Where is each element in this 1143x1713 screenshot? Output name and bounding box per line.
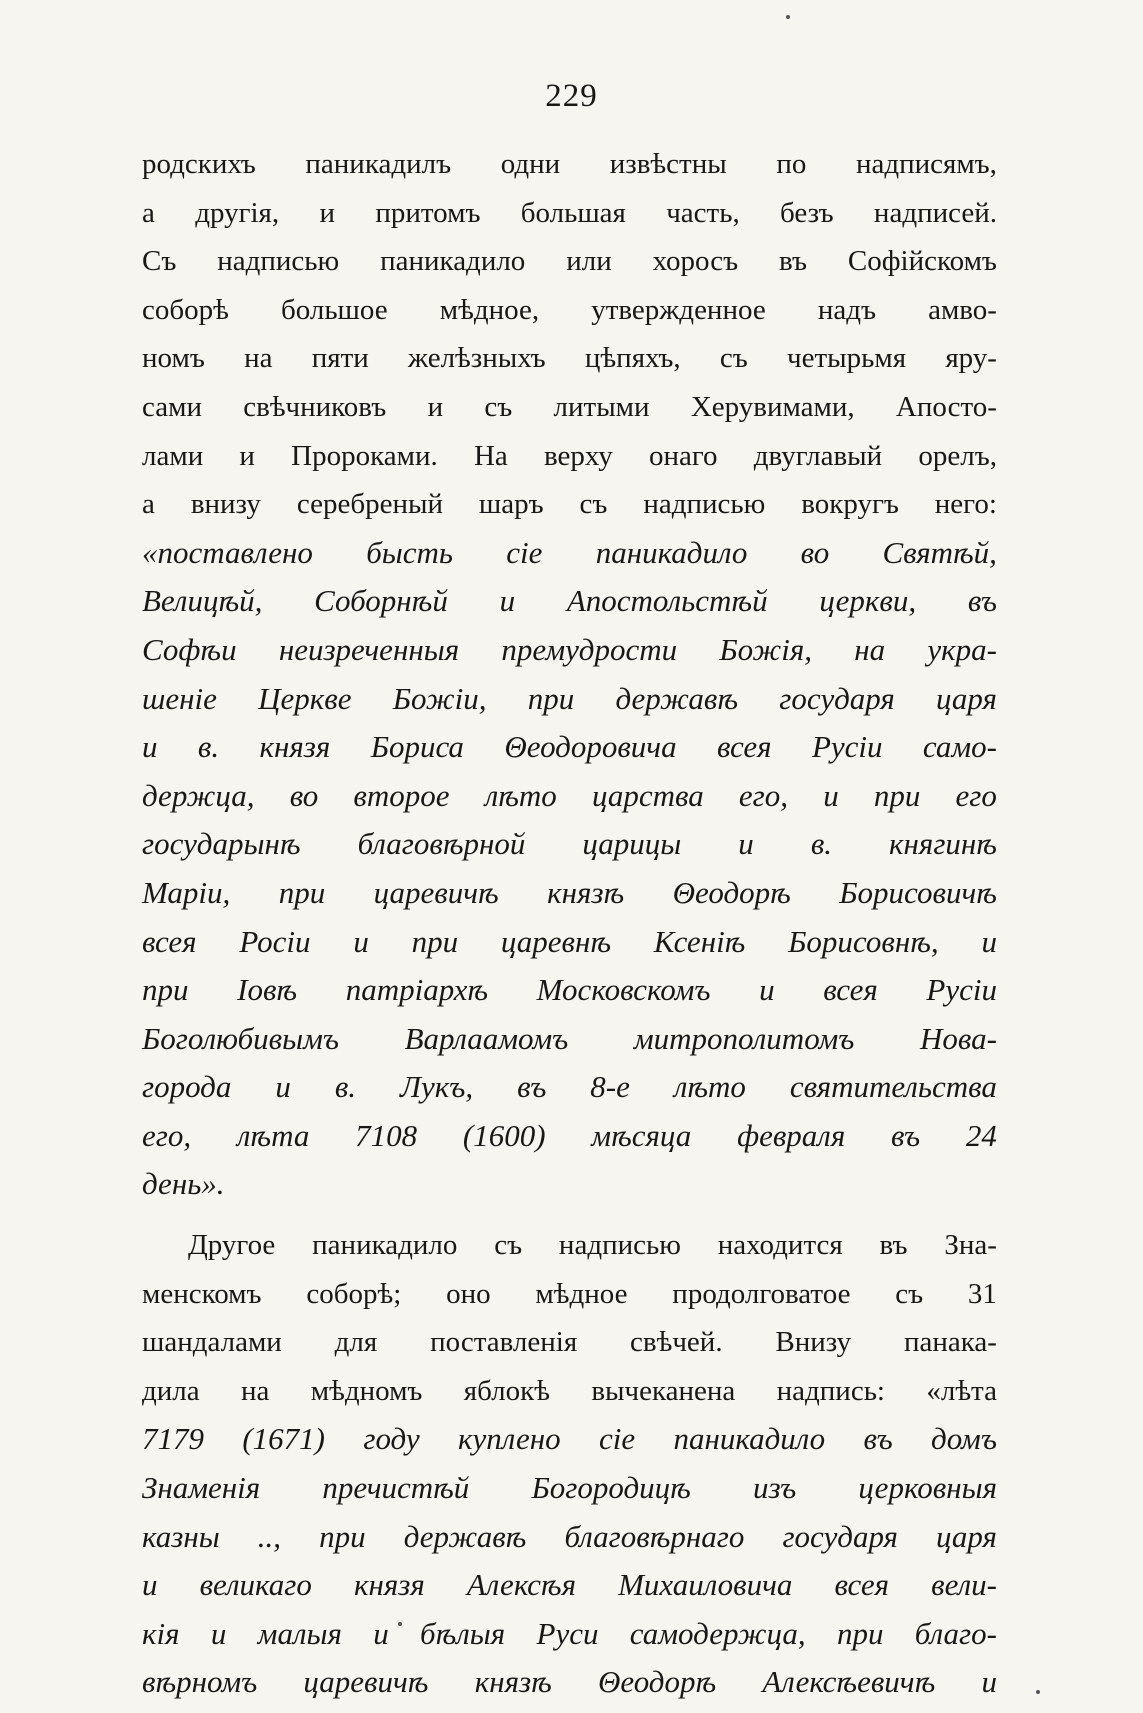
word: Борисовичѣ <box>839 874 997 910</box>
text-line <box>142 189 997 238</box>
word: Внизу <box>775 1326 852 1359</box>
text-line <box>142 383 997 432</box>
text-line <box>142 1415 997 1464</box>
text-line <box>142 675 997 724</box>
word: Θеодорѣ <box>597 1664 717 1700</box>
word: государынѣ <box>142 826 301 862</box>
word: Другое <box>188 1229 276 1262</box>
word: митрополитомъ <box>633 1020 855 1056</box>
word: второе <box>353 777 450 813</box>
word: великаго <box>199 1567 312 1603</box>
word: при <box>142 972 189 1008</box>
word: другія, <box>195 196 280 229</box>
word: казны <box>142 1518 220 1554</box>
word: державѣ <box>403 1518 527 1554</box>
word: 7108 <box>355 1117 418 1153</box>
text-line <box>142 577 997 626</box>
word: при <box>873 777 921 813</box>
word: Русіи <box>811 729 883 765</box>
word: и <box>981 923 997 959</box>
word: съ <box>895 1277 924 1310</box>
word: и <box>981 1664 997 1700</box>
word: оно <box>446 1277 491 1310</box>
word: вѣрномъ <box>142 1664 258 1700</box>
text-line <box>142 1221 997 1270</box>
word: его, <box>142 1117 192 1153</box>
word: на <box>244 342 273 375</box>
word: Велицѣй, <box>142 583 263 619</box>
word: цѣпяхъ, <box>584 342 681 375</box>
word: города <box>142 1069 232 1105</box>
text-line <box>142 432 997 481</box>
word: литыми <box>553 390 650 423</box>
word: надписью <box>643 488 766 521</box>
word: въ <box>879 1229 908 1262</box>
word: патріархѣ <box>345 972 489 1008</box>
word: при <box>319 1518 366 1554</box>
word: и <box>353 923 369 959</box>
word: «лѣта <box>926 1374 997 1407</box>
word: надъ <box>817 293 876 326</box>
word: в. <box>197 729 220 765</box>
word: паникадило <box>380 245 526 278</box>
word: благовѣрнаго <box>564 1518 745 1554</box>
text-line <box>142 286 997 335</box>
word: онаго <box>648 439 718 472</box>
word: Борисовнѣ, <box>788 923 939 959</box>
word: Алексѣевичѣ <box>762 1664 936 1700</box>
word: и <box>142 1567 158 1603</box>
word: Богородицѣ <box>531 1470 691 1506</box>
word: Михаиловича <box>618 1567 793 1603</box>
word: амво- <box>928 293 997 326</box>
word: орелъ, <box>918 439 997 472</box>
word: дила <box>142 1374 200 1407</box>
word: Святѣй, <box>882 534 997 570</box>
word: бысть <box>366 534 454 570</box>
word: въ <box>517 1069 547 1105</box>
word: Софѣи <box>142 631 237 667</box>
word: Росіи <box>239 923 311 959</box>
word: и <box>239 439 255 472</box>
word: царевичѣ <box>373 874 499 910</box>
word: для <box>334 1326 378 1359</box>
paragraph <box>142 140 997 1209</box>
paragraph-gap <box>142 1209 997 1221</box>
word: куплено <box>457 1421 561 1457</box>
word: надписямъ, <box>855 148 997 180</box>
word: серебреный <box>296 488 443 521</box>
word: .., <box>257 1518 282 1554</box>
word: Боголюбивымъ <box>142 1020 339 1056</box>
word: Θеодоровича <box>504 729 677 765</box>
word: 7179 <box>142 1421 204 1457</box>
word: князя <box>353 1567 425 1603</box>
word: и <box>275 1069 291 1105</box>
word: съ <box>484 390 513 423</box>
word: номъ <box>142 342 205 375</box>
text-line <box>142 966 997 1015</box>
word: Нова- <box>920 1020 997 1056</box>
word: государя <box>782 1518 898 1554</box>
text-line <box>142 529 997 578</box>
word: княгинѣ <box>889 826 997 862</box>
word: его <box>955 777 997 813</box>
word: царя <box>936 1518 997 1554</box>
body-text <box>142 140 997 1707</box>
word: или <box>566 245 612 278</box>
text-line <box>142 1318 997 1367</box>
word: сіе <box>506 534 543 570</box>
word: лѣта <box>236 1117 310 1153</box>
text-line <box>142 1513 997 1562</box>
word: Съ <box>142 245 177 278</box>
word: пяти <box>311 342 369 375</box>
word: во <box>289 777 319 813</box>
word: во <box>800 534 830 570</box>
text-line <box>142 480 997 529</box>
word: Іовѣ <box>237 972 298 1008</box>
text-line <box>142 869 997 918</box>
word: царя <box>936 680 997 716</box>
word: сіе <box>599 1421 636 1457</box>
word: мѣдное <box>535 1277 628 1310</box>
word: его, <box>738 777 789 813</box>
word: Ксеніѣ <box>653 923 746 959</box>
word: На <box>473 439 508 472</box>
word: безъ <box>780 196 834 229</box>
word: мѣсяца <box>591 1117 692 1153</box>
word: при <box>411 923 459 959</box>
word: яру- <box>945 342 997 375</box>
word: а <box>142 488 155 521</box>
word: Апосто- <box>895 390 997 423</box>
word: в. <box>334 1069 357 1105</box>
word: держца, <box>142 777 255 813</box>
word: паникадилъ <box>305 148 452 180</box>
word: находится <box>717 1229 843 1262</box>
word: и <box>499 583 516 619</box>
word: Пророками. <box>291 439 438 472</box>
paragraph <box>142 1221 997 1707</box>
paper-speck <box>786 15 790 19</box>
word: кія <box>142 1615 180 1651</box>
word: Алексѣя <box>466 1567 576 1603</box>
word: Лукъ, <box>400 1069 474 1105</box>
word: менскомъ <box>142 1277 262 1310</box>
word: четырьмя <box>787 342 907 375</box>
word: въ <box>891 1117 921 1153</box>
text-line <box>142 1063 997 1112</box>
word: желѣзныхъ <box>408 342 546 375</box>
word: съ <box>579 488 608 521</box>
word: Божіи, <box>392 680 487 716</box>
word: сами <box>142 390 202 423</box>
word: день». <box>142 1166 225 1202</box>
word: 31 <box>967 1277 997 1310</box>
word: одни <box>500 148 561 180</box>
word: надписью <box>558 1229 681 1262</box>
text-line <box>142 1015 997 1064</box>
word: святительства <box>789 1069 997 1105</box>
word: на <box>240 1374 270 1407</box>
text-line <box>142 918 997 967</box>
word: вычеканена <box>591 1374 736 1407</box>
word: извѣстны <box>609 148 727 180</box>
word: Божія, <box>719 631 812 667</box>
word: мѣдное, <box>439 293 540 326</box>
text-line <box>142 1658 997 1707</box>
word: князѣ <box>474 1664 552 1700</box>
word: внизу <box>190 488 261 521</box>
word: съ <box>719 342 748 375</box>
word: и <box>142 729 158 765</box>
word: государя <box>779 680 895 716</box>
word: (1671) <box>242 1421 326 1457</box>
word: Русіи <box>926 972 997 1008</box>
word: Херувимами, <box>690 390 855 423</box>
word: надпись: <box>776 1374 885 1407</box>
word: самодержца, <box>629 1615 806 1651</box>
word: Московскомъ <box>536 972 711 1008</box>
word: соборѣ <box>142 293 229 326</box>
word: и <box>210 1615 227 1651</box>
word: при <box>527 680 575 716</box>
text-line <box>142 1112 997 1161</box>
word: и <box>759 972 775 1008</box>
word: вокругъ <box>801 488 899 521</box>
word: яблокѣ <box>463 1374 550 1407</box>
word: свѣчей. <box>630 1326 723 1359</box>
word: и <box>427 390 444 423</box>
word: всея <box>716 729 772 765</box>
text-line <box>142 140 997 189</box>
word: 8-е <box>590 1069 630 1105</box>
word: державѣ <box>615 680 739 716</box>
word: церковныя <box>858 1470 997 1506</box>
text-line <box>142 772 997 821</box>
word: Софійскомъ <box>847 245 997 278</box>
word: и <box>373 1615 389 1651</box>
text-line <box>142 626 997 675</box>
word: царевнѣ <box>500 923 611 959</box>
word: него: <box>934 488 997 521</box>
word: лѣто <box>673 1069 746 1105</box>
word: часть, <box>666 196 740 229</box>
word: Бориса <box>370 729 464 765</box>
word: лами <box>142 439 204 472</box>
word: на <box>854 631 886 667</box>
word: лѣто <box>484 777 557 813</box>
word: утвержденное <box>591 293 766 326</box>
word: пречистѣй <box>322 1470 470 1506</box>
word: Маріи, <box>142 874 231 910</box>
word: князѣ <box>547 874 625 910</box>
word: соборѣ; <box>306 1277 402 1310</box>
word: надписей. <box>873 196 997 229</box>
word: большая <box>520 196 626 229</box>
word: изъ <box>752 1470 797 1506</box>
text-line <box>142 1270 997 1319</box>
word: въ <box>863 1421 893 1457</box>
word: паникадило <box>673 1421 826 1457</box>
word: (1600) <box>462 1117 546 1153</box>
text-line <box>142 820 997 869</box>
text-line <box>142 1367 997 1416</box>
word: шеніе <box>142 680 217 716</box>
word: паникадило <box>312 1229 458 1262</box>
word: двуглавый <box>753 439 883 472</box>
word: поставленія <box>430 1326 578 1359</box>
word: при <box>836 1615 884 1651</box>
page-number: 229 <box>545 78 598 114</box>
word: царевичѣ <box>303 1664 429 1700</box>
word: шандалами <box>142 1326 282 1359</box>
word: большое <box>280 293 388 326</box>
word: домъ <box>931 1421 997 1457</box>
word: церкви, <box>819 583 917 619</box>
word: укра- <box>927 631 997 667</box>
word: шаръ <box>478 488 544 521</box>
word: въ <box>779 245 808 278</box>
word: февраля <box>737 1117 846 1153</box>
word: притомъ <box>375 196 481 229</box>
word: царства <box>591 777 704 813</box>
text-line <box>142 1464 997 1513</box>
word: «поставлено <box>142 534 313 570</box>
word: князя <box>259 729 331 765</box>
word: родскихъ <box>142 148 256 180</box>
word: в. <box>810 826 833 862</box>
word: бѣлыя <box>420 1615 506 1651</box>
word: всея <box>142 923 197 959</box>
word: по <box>776 148 807 180</box>
word: Апостольстѣй <box>566 583 768 619</box>
word: малыя <box>257 1615 342 1651</box>
word: въ <box>967 583 997 619</box>
text-line <box>142 723 997 772</box>
paper-speck <box>398 1622 402 1626</box>
word: само- <box>922 729 997 765</box>
word: и <box>319 196 335 229</box>
word: Зна- <box>944 1229 997 1262</box>
word: хоросъ <box>652 245 739 278</box>
word: 24 <box>965 1117 997 1153</box>
word: премудрости <box>501 631 678 667</box>
word: свѣчниковъ <box>243 390 387 423</box>
word: благовѣрной <box>357 826 526 862</box>
word: неизреченныя <box>278 631 460 667</box>
word: Знаменія <box>142 1470 261 1506</box>
word: вели- <box>931 1567 997 1603</box>
word: панaка- <box>904 1326 997 1359</box>
word: продолговатое <box>672 1277 851 1310</box>
word: надписью <box>217 245 340 278</box>
word: Θеодорѣ <box>672 874 791 910</box>
word: Руси <box>536 1615 599 1651</box>
word: и <box>738 826 754 862</box>
word: мѣдномъ <box>310 1374 423 1407</box>
text-line <box>142 334 997 383</box>
word: Церкве <box>258 680 352 716</box>
text-line <box>142 1160 997 1209</box>
word: верху <box>543 439 613 472</box>
word: всея <box>823 972 878 1008</box>
word: царицы <box>582 826 682 862</box>
word: Варлаамомъ <box>404 1020 569 1056</box>
word: а <box>142 196 155 229</box>
word: съ <box>494 1229 523 1262</box>
word: благо- <box>914 1615 997 1651</box>
text-line <box>142 1610 997 1659</box>
word: и <box>823 777 839 813</box>
paper-speck <box>1036 1690 1040 1694</box>
word: году <box>363 1421 420 1457</box>
word: паникадило <box>595 534 748 570</box>
text-line <box>142 237 997 286</box>
text-line <box>142 1561 997 1610</box>
word: Соборнѣй <box>314 583 448 619</box>
word: при <box>278 874 326 910</box>
word: всея <box>834 1567 890 1603</box>
